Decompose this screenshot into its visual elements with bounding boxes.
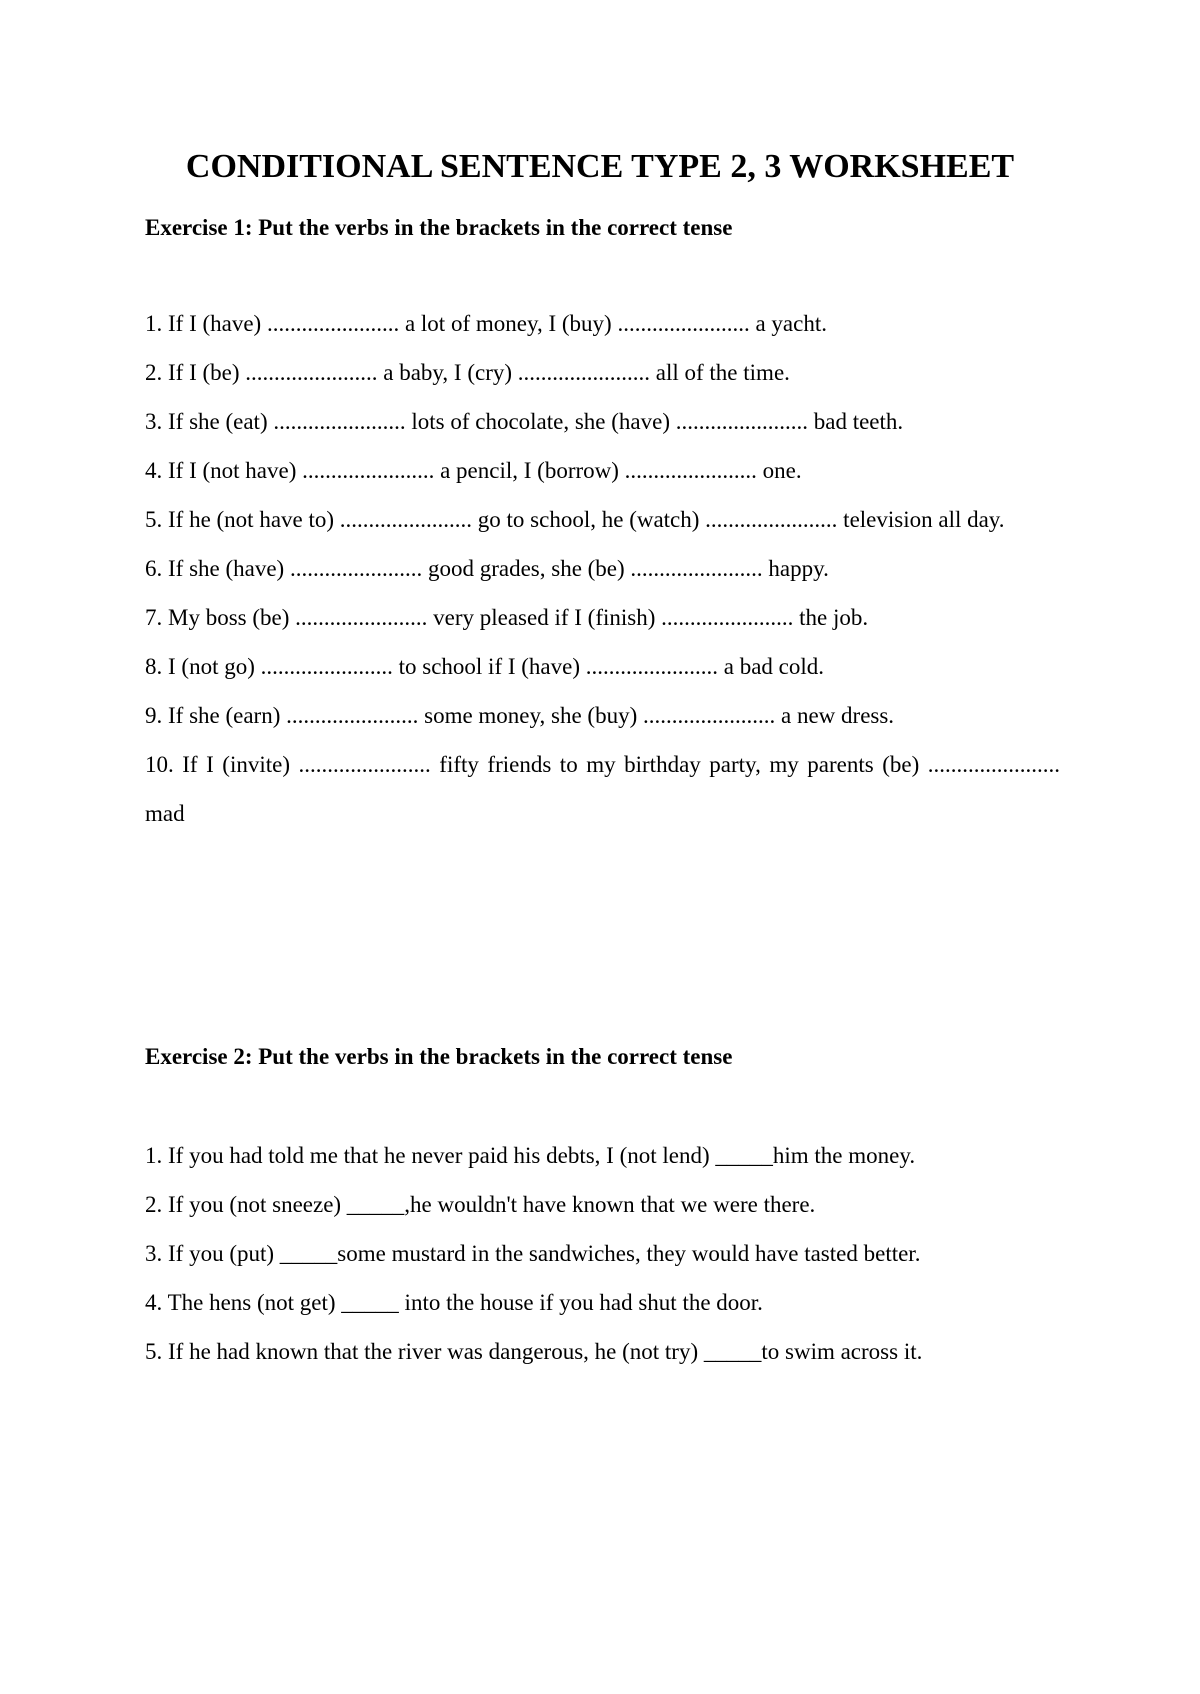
- exercise-1-item: 10. If I (invite) ....................... fifty friends to my birthday party, my parents (be) ....................... mad: [145, 752, 1060, 826]
- exercise-2-item: 5. If he had known that the river was dangerous, he (not try) _____to swim across it.: [145, 1339, 923, 1364]
- worksheet-title: CONDITIONAL SENTENCE TYPE 2, 3 WORKSHEET: [185, 148, 1015, 185]
- exercise-2-heading: Exercise 2: Put the verbs in the brackets in the correct tense: [145, 1044, 733, 1069]
- exercise-1-list: [145, 299, 1060, 838]
- exercise-2-item: 3. If you (put) _____some mustard in the sandwiches, they would have tasted better.: [145, 1241, 921, 1266]
- exercise-1-item: 9. If she (earn) ....................... some money, she (buy) ....................... a new dress.: [145, 703, 895, 728]
- exercise-2-list: [145, 1131, 1060, 1376]
- exercise-1-item: 4. If I (not have) ....................... a pencil, I (borrow) ....................... one.: [145, 458, 802, 483]
- exercise-2-item: 1. If you had told me that he never paid his debts, I (not lend) _____him the money.: [145, 1143, 916, 1168]
- exercise-1-item: 8. I (not go) ....................... to school if I (have) ....................... a bad cold.: [145, 654, 825, 679]
- exercise-1-item: 7. My boss (be) ....................... very pleased if I (finish) ....................... the job.: [145, 605, 869, 630]
- exercise-2-item: 2. If you (not sneeze) _____,he wouldn't have known that we were there.: [145, 1192, 816, 1217]
- exercise-1-item: 2. If I (be) ....................... a baby, I (cry) ....................... all of the time.: [145, 360, 790, 385]
- exercise-2-item: 4. The hens (not get) _____ into the house if you had shut the door.: [145, 1290, 763, 1315]
- exercise-1-item: 6. If she (have) ....................... good grades, she (be) ....................... happy.: [145, 556, 829, 581]
- exercise-1-item: 1. If I (have) ....................... a lot of money, I (buy) ....................... a yacht.: [145, 311, 827, 336]
- exercise-1-item: 5. If he (not have to) ....................... go to school, he (watch) ....................... television all day.: [145, 507, 1005, 532]
- exercise-1-item: 3. If she (eat) ....................... lots of chocolate, she (have) ....................... bad teeth.: [145, 409, 904, 434]
- exercise-1-heading: Exercise 1: Put the verbs in the brackets in the correct tense: [145, 215, 733, 240]
